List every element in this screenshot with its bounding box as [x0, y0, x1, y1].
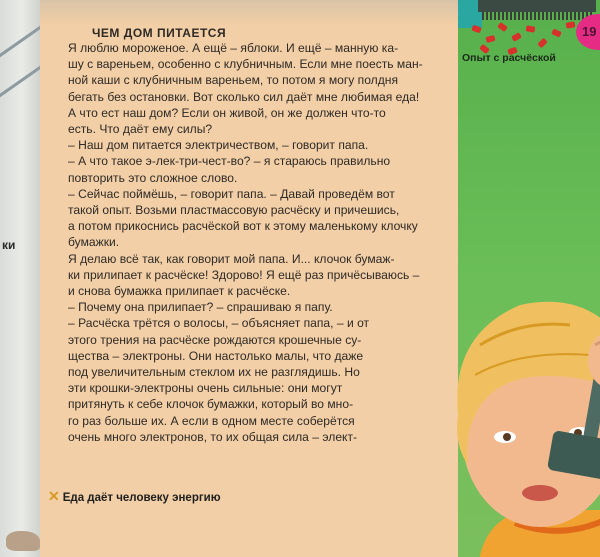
text-line: повторить это сложное слово.: [68, 170, 238, 185]
text-line: и снова бумажка прилипает к расчёске.: [68, 284, 291, 299]
book-page: [40, 0, 600, 557]
text-line: ки прилипает к расчёске! Здорово! Я ещё раз причёсываюсь –: [68, 267, 420, 282]
wire-decoration: [0, 23, 45, 60]
text-line: бумажки.: [68, 235, 120, 250]
previous-page-edge: [0, 0, 40, 557]
story-text: [68, 40, 476, 445]
text-line: А что ест наш дом? Если он живой, он же должен что-то: [68, 105, 386, 120]
text-line: Я люблю мороженое. А ещё – яблоки. И ещё – манную ка-: [68, 41, 399, 55]
text-line: го раз больше их. А если в одном месте соберётся: [68, 413, 355, 428]
comb-illustration: [478, 0, 596, 12]
text-line: – Расчёска трётся о волосы, – объясняет папа, – и от: [68, 316, 370, 331]
footer-text: Еда даёт человеку энергию: [62, 492, 221, 504]
text-line: ной каши с клубничным вареньем, то потом я могу полдня: [68, 73, 399, 88]
text-line: а потом прикоснись расчёской вот к этому маленькому клочку: [68, 219, 418, 234]
previous-page-text: ки: [2, 238, 16, 252]
text-line: – А что такое э-лек-три-чест-во? – я стараюсь правильно: [68, 154, 391, 169]
text-line: Я делаю всё так, как говорит мой папа. И... клочок бумаж-: [68, 251, 395, 266]
text-line: такой опыт. Возьми пластмассовую расчёску и причешись,: [68, 203, 400, 218]
text-line: этого трения на расчёске рождаются крошечные су-: [68, 332, 362, 347]
text-line: под увеличительным стеклом их не разглядишь. Но: [68, 365, 360, 380]
text-line: очень много электронов, то их общая сила – элект-: [68, 429, 358, 444]
text-line: есть. Что даёт ему силы?: [68, 122, 213, 137]
text-line: бегать без остановки. Вот сколько сил даёт мне любимая еда!: [68, 89, 420, 104]
text-line: эти крошки-электроны очень сильные: они могут: [68, 381, 343, 396]
text-line: – Почему она прилипает? – спрашиваю я папу.: [68, 300, 333, 315]
page-footer: [48, 488, 221, 505]
previous-page-illustration: [6, 531, 40, 551]
text-line: щества – электроны. Они настолько малы, что даже: [68, 348, 364, 363]
text-line: – Сейчас поймёшь, – говорит папа. – Давай проведём вот: [68, 186, 395, 201]
text-line: притянуть к себе клочок бумажки, который во мно-: [68, 397, 354, 412]
x-mark-icon: ✕: [48, 488, 60, 504]
illustration-caption: Опыт с расчёской: [462, 52, 556, 64]
wire-decoration: [0, 63, 45, 100]
text-line: шу с вареньем, особенно с клубничным. Если мне поесть ман-: [68, 57, 423, 72]
page-number: 19: [582, 24, 597, 39]
text-line: – Наш дом питается электричеством, – говорит папа.: [68, 138, 369, 153]
chapter-title: ЧЕМ ДОМ ПИТАЕТСЯ: [92, 26, 227, 40]
